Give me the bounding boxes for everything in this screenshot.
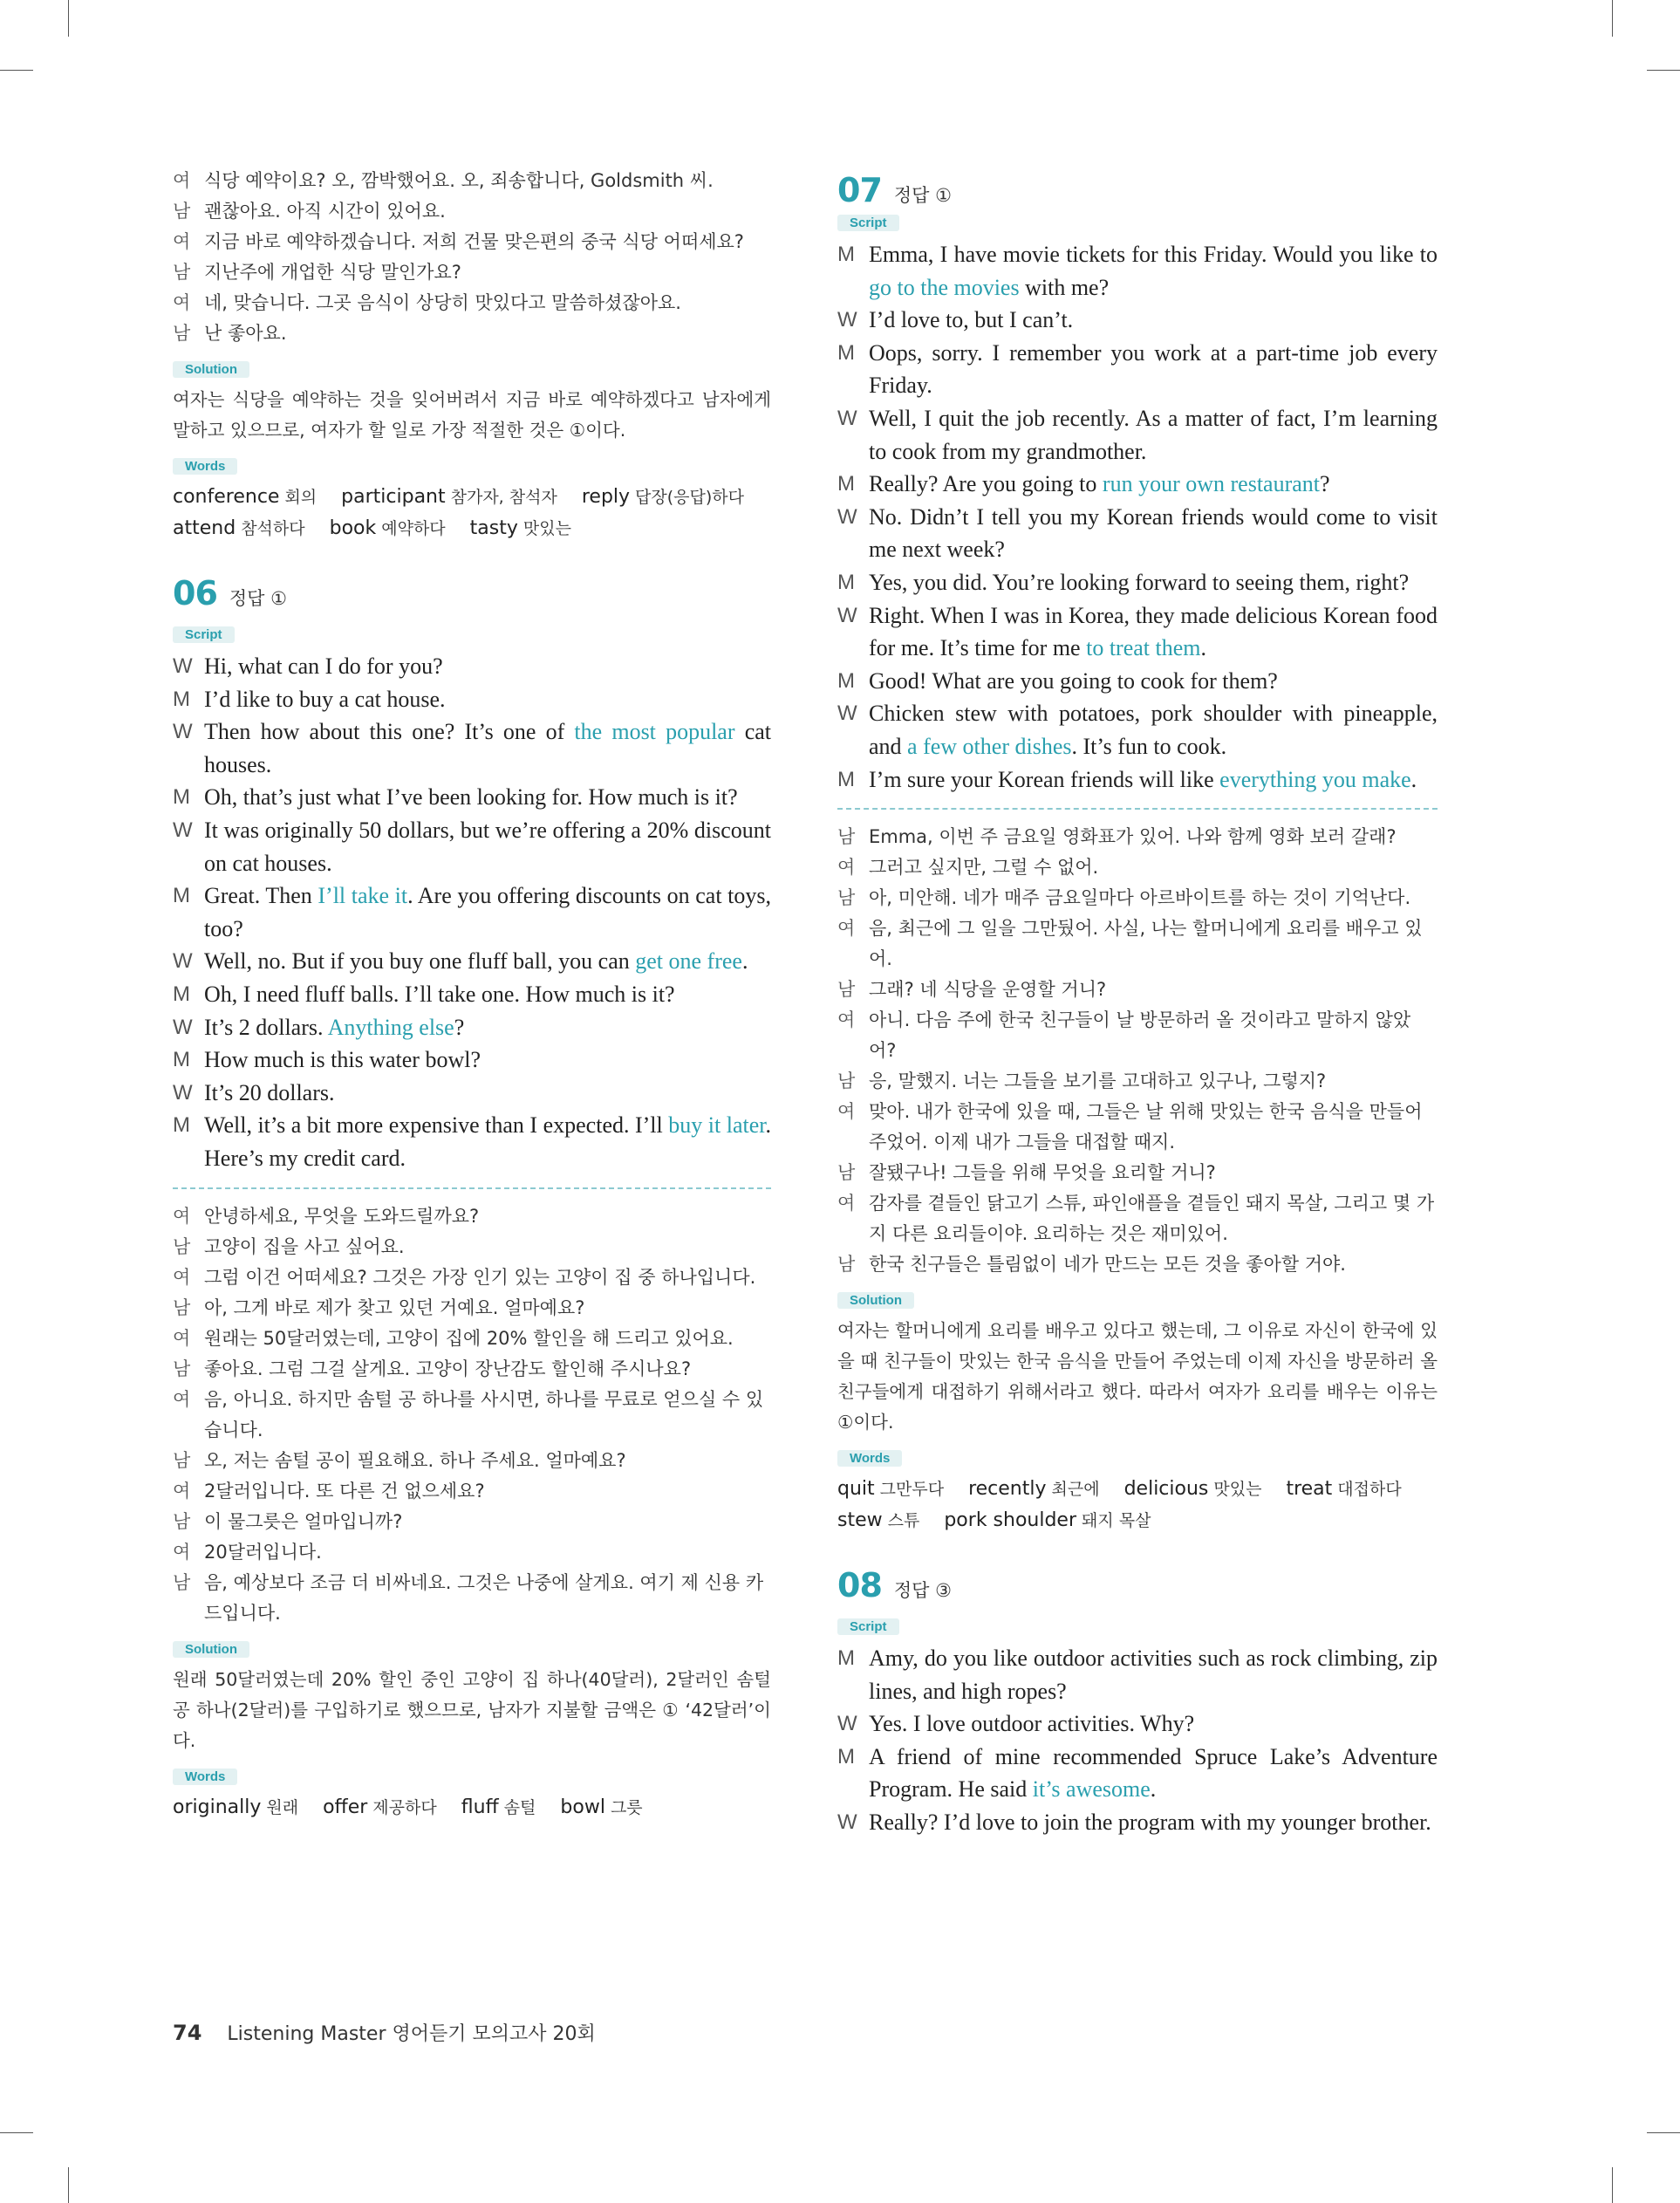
blank-answer: the most popular	[574, 719, 735, 745]
script-line	[837, 697, 1438, 763]
script-line	[173, 683, 771, 716]
translation-line	[173, 1293, 771, 1324]
line-text	[204, 1109, 771, 1174]
speaker-label: 여	[173, 292, 191, 313]
script-line	[173, 1077, 771, 1110]
q05-words-tag: Words	[173, 446, 771, 482]
word-korean: 답장(응답)하다	[635, 488, 744, 507]
left-column	[173, 166, 771, 1823]
text-segment: .	[1150, 1776, 1157, 1803]
words-line	[173, 513, 771, 544]
word-korean: 제공하다	[372, 1797, 437, 1817]
q08-script-tag: Script	[837, 1606, 1438, 1642]
q07-words-tag: Words	[837, 1438, 1438, 1474]
word-english: recently	[968, 1478, 1047, 1501]
text-segment: ?	[1320, 471, 1330, 497]
speaker-label: 남	[173, 1296, 191, 1318]
line-text	[869, 697, 1438, 763]
blank-answer: a few other dishes	[907, 733, 1072, 759]
word-korean: 회의	[284, 488, 318, 507]
word-english: attend	[173, 517, 236, 539]
speaker-label: M	[837, 668, 855, 693]
q07-solution: 여자는 할머니에게 요리를 배우고 있다고 했는데, 그 이유로 자신이 한국에 있을 때 친구들이 맛있는 한국 음식을 만들어 주었는데 이제 자신을 방문하러 올 친구들에게 대접하기 위해서라고 했다. 따라서 여자가 요리를 배우는 이유는 ①이다.	[837, 1320, 1438, 1433]
translation-line	[173, 1354, 771, 1385]
line-text: 오, 저는 솜털 공이 필요해요. 하나 주세요. 얼마예요?	[204, 1449, 626, 1471]
translation-line	[837, 852, 1438, 883]
q07-solution-tag: Solution	[837, 1280, 1438, 1316]
blank-answer: buy it later	[668, 1112, 766, 1139]
line-text	[204, 1011, 771, 1044]
q05-translation	[173, 166, 771, 349]
q08-script	[837, 1642, 1438, 1839]
question-number: 07	[837, 171, 882, 209]
speaker-label: 남	[837, 826, 856, 848]
line-text	[204, 715, 771, 781]
speaker-label: M	[173, 1048, 190, 1072]
text-segment: Hi, what can I do for you?	[204, 653, 443, 679]
q06-heading	[173, 574, 771, 612]
speaker-label: W	[173, 720, 193, 744]
text-segment: I’d love to, but I can’t.	[869, 307, 1074, 333]
word-korean: 참가자, 참석자	[450, 488, 557, 507]
question-number: 08	[837, 1566, 882, 1605]
line-text: 감자를 곁들인 닭고기 스튜, 파인애플을 곁들인 돼지 목살, 그리고 몇 가지 다른 요리들이야. 요리하는 것은 재미있어.	[869, 1193, 1435, 1245]
line-text: 잘됐구나! 그들을 위해 무엇을 요리할 거니?	[869, 1162, 1216, 1184]
script-line	[173, 978, 771, 1011]
line-text	[869, 1741, 1438, 1806]
line-text	[869, 337, 1438, 402]
line-text: 응, 말했지. 너는 그들을 보기를 고대하고 있구나, 그렇지?	[869, 1071, 1327, 1092]
q08-heading	[837, 1566, 1438, 1604]
page-number: 74	[173, 2021, 202, 2045]
line-text: 맞아. 내가 한국에 있을 때, 그들은 날 위해 맛있는 한국 음식을 만들어 주었어. 이제 내가 그들을 대접할 때지.	[869, 1101, 1423, 1153]
translation-line	[173, 318, 771, 349]
crop-mark	[1612, 0, 1613, 37]
translation-line	[837, 1249, 1438, 1280]
speaker-label: W	[837, 603, 857, 627]
crop-mark	[1612, 2167, 1613, 2203]
word-korean: 대접하다	[1337, 1480, 1402, 1500]
speaker-label: W	[837, 504, 857, 529]
translation-line	[173, 196, 771, 227]
speaker-label: M	[173, 687, 190, 711]
blank-answer: Anything else	[327, 1014, 454, 1040]
translation-line	[837, 1188, 1438, 1249]
crop-mark	[68, 2167, 69, 2203]
text-segment: . It’s fun to cook.	[1071, 733, 1227, 759]
word-english: bowl	[560, 1796, 605, 1818]
script-line	[837, 1642, 1438, 1707]
q06-script	[173, 650, 771, 1175]
word-korean: 솜털	[503, 1797, 536, 1817]
line-text	[869, 1806, 1438, 1839]
text-segment: It’s 20 dollars.	[204, 1079, 335, 1105]
script-line	[837, 1707, 1438, 1741]
text-segment: . Here’s my credit card.	[204, 1112, 771, 1171]
text-segment: Yes. I love outdoor activities. Why?	[869, 1711, 1195, 1737]
speaker-label: M	[837, 570, 855, 594]
words-line	[837, 1474, 1438, 1505]
speaker-label: M	[837, 340, 855, 365]
translation-line	[837, 1158, 1438, 1188]
line-text: 안녕하세요, 무엇을 도와드릴까요?	[204, 1205, 480, 1227]
word-english: offer	[323, 1796, 368, 1818]
text-segment: with me?	[1019, 274, 1110, 300]
text-segment: It was originally 50 dollars, but we’re offering a 20% discount on cat houses.	[204, 817, 771, 876]
speaker-label: W	[837, 1810, 857, 1835]
text-segment: .	[741, 948, 748, 975]
script-line	[837, 402, 1438, 468]
crop-mark	[0, 2132, 33, 2133]
text-segment: A friend of mine recommended Spruce Lake’s Adventure Program. He said	[869, 1743, 1438, 1803]
q05-solution: 여자는 식당을 예약하는 것을 잊어버려서 지금 바로 예약하겠다고 남자에게 말하고 있으므로, 여자가 할 일로 가장 적절한 것은 ①이다.	[173, 389, 771, 441]
line-text: 원래는 50달러였는데, 고양이 집에 20% 할인을 해 드리고 있어요.	[204, 1327, 734, 1349]
line-text: 그럼 이건 어떠세요? 그것은 가장 인기 있는 고양이 집 중 하나입니다.	[204, 1266, 756, 1288]
line-text	[869, 402, 1438, 468]
translation-line	[173, 1262, 771, 1293]
line-text: 아, 그게 바로 제가 찾고 있던 거예요. 얼마예요?	[204, 1296, 585, 1318]
script-line	[837, 599, 1438, 665]
crop-mark	[68, 0, 69, 37]
right-column	[837, 145, 1438, 1839]
q06-translation	[173, 1201, 771, 1629]
blank-answer: get one free	[635, 948, 742, 975]
word-korean: 그만두다	[879, 1480, 945, 1500]
text-segment: Oh, that’s just what I’ve been looking for. How much is it?	[204, 784, 738, 811]
line-text	[204, 814, 771, 879]
line-text: 음, 아니요. 하지만 솜털 공 하나를 사시면, 하나를 무료로 얻으실 수 있습니다.	[204, 1388, 764, 1440]
script-line	[173, 781, 771, 814]
text-segment: cat houses.	[204, 719, 771, 777]
speaker-label: W	[837, 308, 857, 332]
script-line	[173, 715, 771, 781]
speaker-label: W	[837, 406, 857, 430]
word-korean: 그릇	[610, 1797, 643, 1817]
blank-answer: it’s awesome	[1032, 1776, 1151, 1803]
line-text	[869, 1707, 1438, 1741]
line-text: 이 물그릇은 얼마입니까?	[204, 1510, 403, 1532]
text-segment: Then how about this one? It’s one of	[204, 719, 575, 745]
script-line	[173, 650, 771, 683]
line-text: 식당 예약이요? 오, 깜박했어요. 오, 죄송합니다, Goldsmith 씨.	[204, 170, 714, 191]
translation-line	[837, 822, 1438, 852]
line-text: 괜찮아요. 아직 시간이 있어요.	[204, 201, 446, 222]
words-line	[173, 1792, 771, 1823]
speaker-label: 여	[837, 918, 856, 940]
word-korean: 맛있는	[1213, 1480, 1262, 1500]
text-segment: Chicken stew with potatoes, pork shoulder with pineapple, and	[869, 701, 1438, 759]
line-text	[204, 978, 771, 1011]
script-line	[173, 814, 771, 879]
script-line	[837, 665, 1438, 698]
script-line	[837, 763, 1438, 797]
speaker-label: 남	[837, 979, 856, 1001]
word-english: tasty	[469, 517, 518, 539]
line-text	[204, 781, 771, 814]
line-text	[204, 945, 771, 978]
speaker-label: M	[837, 767, 855, 791]
text-segment: Yes, you did. You’re looking forward to seeing them, right?	[869, 569, 1410, 595]
translation-line	[837, 1005, 1438, 1066]
speaker-label: 남	[837, 1071, 856, 1092]
word-english: stew	[837, 1509, 883, 1532]
line-text	[204, 1043, 771, 1077]
translation-line	[173, 1537, 771, 1568]
text-segment: .	[1410, 766, 1417, 792]
speaker-label: 여	[173, 170, 191, 191]
speaker-label: 여	[173, 1327, 191, 1349]
q06-words	[173, 1792, 771, 1823]
text-segment: It’s 2 dollars.	[204, 1014, 328, 1040]
book-title: Listening Master 영어듣기 모의고사 20회	[227, 2023, 596, 2045]
script-line	[173, 879, 771, 945]
speaker-label: 여	[173, 1480, 191, 1502]
text-segment: No. Didn’t I tell you my Korean friends would come to visit me next week?	[869, 503, 1438, 563]
line-text: 좋아요. 그럼 그걸 살게요. 고양이 장난감도 할인해 주시나요?	[204, 1358, 692, 1379]
word-korean: 최근에	[1051, 1480, 1100, 1500]
line-text: 그러고 싶지만, 그럴 수 없어.	[869, 857, 1099, 879]
word-english: conference	[173, 486, 280, 508]
line-text: 20달러입니다.	[204, 1541, 322, 1563]
crop-mark	[1647, 2132, 1680, 2133]
line-text	[869, 1642, 1438, 1707]
line-text	[204, 650, 771, 683]
translation-line	[837, 883, 1438, 913]
line-text	[204, 1077, 771, 1110]
script-line	[837, 501, 1438, 566]
word-english: fluff	[461, 1796, 499, 1818]
speaker-label: 남	[837, 887, 856, 909]
word-english: participant	[341, 486, 446, 508]
text-segment: Really? I’d love to join the program with my younger brother.	[869, 1810, 1431, 1836]
line-text	[869, 468, 1438, 501]
speaker-label: 남	[173, 201, 191, 222]
script-line	[837, 1806, 1438, 1839]
translation-line	[837, 913, 1438, 975]
word-english: quit	[837, 1478, 875, 1501]
word-korean: 돼지 목살	[1082, 1511, 1151, 1531]
word-english: delicious	[1123, 1478, 1209, 1501]
q07-script-tag: Script	[837, 211, 1438, 238]
q06-script-tag: Script	[173, 614, 771, 650]
text-segment: . Are you offering discounts on cat toys, too?	[204, 883, 771, 941]
speaker-label: W	[837, 1712, 857, 1736]
translation-line	[837, 1097, 1438, 1158]
speaker-label: M	[837, 243, 855, 266]
divider	[173, 1187, 771, 1189]
line-text: 2달러입니다. 또 다른 건 없으세요?	[204, 1480, 485, 1502]
line-text: 아, 미안해. 네가 매주 금요일마다 아르바이트를 하는 것이 기억난다.	[869, 887, 1411, 909]
line-text	[869, 304, 1438, 337]
text-segment: Well, I quit the job recently. As a matter of fact, I’m learning to cook from my grandmother.	[869, 405, 1438, 464]
text-segment: Well, no. But if you buy one fluff ball, you can	[204, 948, 636, 975]
speaker-label: M	[173, 884, 190, 908]
line-text: 지난주에 개업한 식당 말인가요?	[204, 262, 461, 283]
speaker-label: 여	[173, 231, 191, 252]
translation-line	[173, 1568, 771, 1629]
blank-answer: to treat them	[1086, 635, 1201, 661]
speaker-label: W	[173, 654, 193, 678]
speaker-label: 남	[173, 1358, 191, 1379]
text-segment: ?	[454, 1014, 465, 1040]
crop-mark	[1647, 70, 1680, 71]
word-english: pork shoulder	[944, 1509, 1077, 1532]
speaker-label: W	[837, 701, 857, 726]
blank-answer: everything you make	[1219, 766, 1411, 792]
line-text: 지금 바로 예약하겠습니다. 저희 건물 맞은편의 중국 식당 어떠세요?	[204, 231, 744, 252]
q07-words	[837, 1474, 1438, 1536]
q07-heading	[837, 171, 1438, 209]
line-text: 네, 맞습니다. 그곳 음식이 상당히 맛있다고 말씀하셨잖아요.	[204, 292, 681, 313]
q05-words	[173, 482, 771, 544]
speaker-label: W	[173, 949, 193, 974]
speaker-label: M	[173, 785, 190, 810]
script-line	[837, 468, 1438, 501]
blank-answer: run your own restaurant	[1102, 471, 1321, 497]
speaker-label: 여	[173, 1541, 191, 1563]
speaker-label: 남	[173, 1449, 191, 1471]
blank-answer: I’ll take it	[318, 883, 408, 909]
question-number: 06	[173, 574, 217, 612]
line-text: 한국 친구들은 틀림없이 네가 만드는 모든 것을 좋아할 거야.	[869, 1254, 1346, 1276]
q06-solution-tag: Solution	[173, 1629, 771, 1665]
word-korean: 스튜	[887, 1511, 920, 1531]
speaker-label: 남	[173, 1510, 191, 1532]
speaker-label: 남	[173, 323, 191, 344]
translation-line	[173, 1385, 771, 1446]
word-korean: 원래	[266, 1797, 299, 1817]
text-segment: Right. When I was in Korea, they made delicious Korean food for me. It’s time for me	[869, 602, 1438, 661]
speaker-label: 남	[173, 1235, 191, 1257]
text-segment: How much is this water bowl?	[204, 1047, 481, 1073]
text-segment: Great. Then	[204, 883, 318, 909]
speaker-label: M	[173, 1113, 190, 1138]
translation-line	[173, 1232, 771, 1262]
speaker-label: 여	[173, 1266, 191, 1288]
speaker-label: W	[173, 818, 193, 842]
script-line	[837, 238, 1438, 304]
words-line	[837, 1505, 1438, 1536]
speaker-label: 여	[837, 1009, 856, 1031]
word-korean: 예약하다	[381, 519, 446, 538]
translation-line	[837, 975, 1438, 1005]
text-segment: Amy, do you like outdoor activities such as rock climbing, zip lines, and high ropes?	[869, 1645, 1438, 1704]
script-line	[173, 1109, 771, 1174]
text-segment: I’m sure your Korean friends will like	[869, 766, 1220, 792]
translation-line	[173, 1201, 771, 1232]
script-line	[837, 337, 1438, 402]
line-text	[869, 566, 1438, 599]
speaker-label: M	[837, 472, 855, 496]
line-text	[204, 683, 771, 716]
q05-solution-tag: Solution	[173, 349, 771, 385]
q07-translation	[837, 822, 1438, 1280]
text-segment: Emma, I have movie tickets for this Friday. Would you like to	[869, 242, 1438, 267]
line-text	[869, 599, 1438, 665]
word-english: treat	[1286, 1478, 1333, 1501]
line-text	[869, 763, 1438, 797]
word-english: book	[329, 517, 377, 539]
line-text	[869, 501, 1438, 566]
q06-solution: 원래 50달러였는데 20% 할인 중인 고양이 집 하나(40달러), 2달러인 솜털 공 하나(2달러)를 구입하기로 했으므로, 남자가 지불할 금액은 ① ‘42달러’이다.	[173, 1668, 771, 1751]
text-segment: I’d like to buy a cat house.	[204, 686, 446, 712]
speaker-label: W	[173, 1015, 193, 1039]
line-text: 음, 최근에 그 일을 그만뒀어. 사실, 나는 할머니에게 요리를 배우고 있어.	[869, 918, 1423, 970]
speaker-label: 남	[837, 1162, 856, 1184]
script-line	[837, 304, 1438, 337]
blank-answer: go to the movies	[869, 274, 1020, 300]
text-segment: .	[1200, 635, 1207, 661]
script-line	[173, 1011, 771, 1044]
line-text: 난 좋아요.	[204, 323, 287, 344]
translation-line	[173, 1476, 771, 1507]
q06-words-tag: Words	[173, 1756, 771, 1792]
speaker-label: 남	[837, 1254, 856, 1276]
script-line	[173, 945, 771, 978]
speaker-label: W	[173, 1080, 193, 1105]
speaker-label: 여	[173, 1388, 191, 1410]
line-text: 그래? 네 식당을 운영할 거니?	[869, 979, 1107, 1001]
line-text	[869, 665, 1438, 698]
speaker-label: 남	[173, 262, 191, 283]
answer-label: 정답 ①	[229, 588, 287, 609]
translation-line	[173, 288, 771, 318]
word-korean: 참석하다	[241, 519, 305, 538]
script-line	[837, 566, 1438, 599]
answer-label: 정답 ③	[893, 1580, 952, 1602]
translation-line	[837, 1066, 1438, 1097]
speaker-label: 여	[837, 1101, 856, 1123]
line-text: 아니. 다음 주에 한국 친구들이 날 방문하러 올 것이라고 말하지 않았어?	[869, 1009, 1411, 1062]
speaker-label: 여	[837, 1193, 856, 1214]
q07-script	[837, 238, 1438, 796]
line-text: 음, 예상보다 조금 더 비싸네요. 그것은 나중에 살게요. 여기 제 신용 카드입니다.	[204, 1571, 764, 1624]
crop-mark	[0, 70, 33, 71]
script-line	[837, 1741, 1438, 1806]
text-segment: Oh, I need fluff balls. I’ll take one. How much is it?	[204, 981, 675, 1007]
speaker-label: 여	[173, 1205, 191, 1227]
text-segment: Really? Are you going to	[869, 471, 1103, 497]
word-english: originally	[173, 1796, 262, 1818]
translation-line	[173, 257, 771, 288]
line-text: Emma, 이번 주 금요일 영화표가 있어. 나와 함께 영화 보러 갈래?	[869, 826, 1397, 848]
text-segment: Good! What are you going to cook for them?	[869, 667, 1278, 694]
speaker-label: 남	[173, 1571, 191, 1593]
speaker-label: 여	[837, 857, 856, 879]
text-segment: Oops, sorry. I remember you work at a part-time job every Friday.	[869, 339, 1438, 399]
translation-line	[173, 166, 771, 196]
page-footer	[173, 2019, 596, 2046]
line-text	[869, 238, 1438, 304]
line-text: 고양이 집을 사고 싶어요.	[204, 1235, 405, 1257]
translation-line	[173, 1324, 771, 1354]
word-english: reply	[581, 486, 631, 508]
text-segment: Well, it’s a bit more expensive than I expected. I’ll	[204, 1112, 669, 1139]
translation-line	[173, 1446, 771, 1476]
word-korean: 맛있는	[522, 519, 571, 538]
speaker-label: M	[173, 982, 190, 1006]
words-line	[173, 482, 771, 513]
answer-label: 정답 ①	[893, 185, 952, 206]
translation-line	[173, 227, 771, 257]
translation-line	[173, 1507, 771, 1537]
speaker-label: M	[837, 1744, 855, 1769]
divider	[837, 808, 1438, 810]
speaker-label: M	[837, 1646, 855, 1671]
script-line	[173, 1043, 771, 1077]
line-text	[204, 879, 771, 945]
